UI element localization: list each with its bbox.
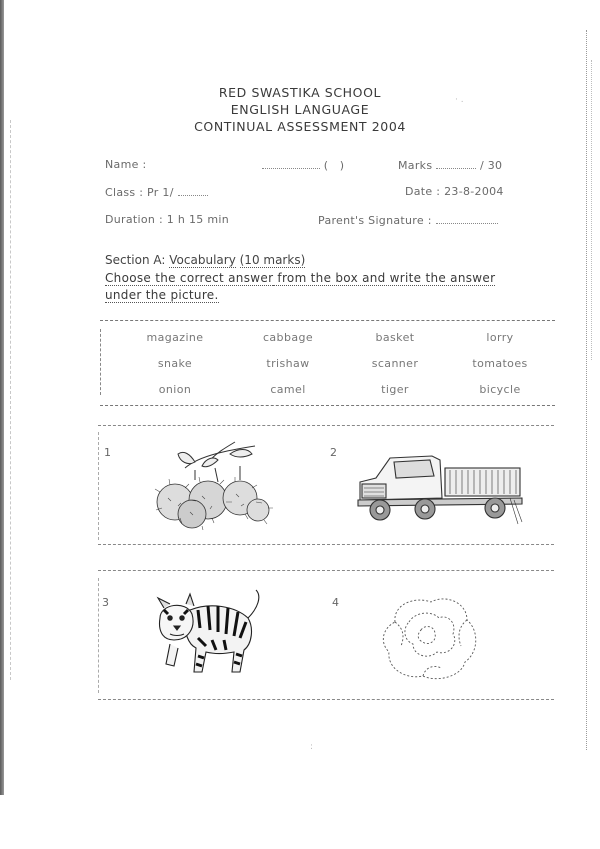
word-box-left-border xyxy=(100,329,101,395)
marks-field[interactable] xyxy=(398,158,502,172)
lorry-illustration xyxy=(350,448,525,528)
scan-speck: · . xyxy=(455,95,464,105)
cabbage-illustration xyxy=(375,592,490,684)
scan-speck: : xyxy=(310,742,314,752)
section-prefix: Section A: xyxy=(105,253,166,267)
word-item: onion xyxy=(158,383,192,396)
word-item: scanner xyxy=(371,357,419,370)
duration-label: Duration : 1 h 15 min xyxy=(105,213,229,226)
word-item: cabbage xyxy=(262,331,314,344)
picture-number: 2 xyxy=(330,446,337,459)
word-item: tomatoes xyxy=(472,357,528,370)
class-field[interactable] xyxy=(105,185,208,199)
word-item: camel xyxy=(270,383,306,396)
picture-number: 3 xyxy=(102,596,109,609)
date-label: Date : 23-8-2004 xyxy=(405,185,504,198)
picture-row-2-left-edge xyxy=(98,578,99,693)
marks-total: / 30 xyxy=(479,159,503,172)
instruction-text xyxy=(105,270,535,304)
word-item: lorry xyxy=(486,331,514,344)
section-marks: (10 marks) xyxy=(239,253,306,267)
word-item: bicycle xyxy=(479,383,521,396)
rambutan-illustration xyxy=(140,440,275,530)
subject-title: ENGLISH LANGUAGE xyxy=(230,102,370,117)
school-name: RED SWASTIKA SCHOOL xyxy=(218,85,382,100)
instruction-part-1: Choose the correct answer xyxy=(105,271,274,285)
name-field[interactable]: ( ) xyxy=(262,158,344,172)
assessment-title: CONTINUAL ASSESSMENT 2004 xyxy=(194,119,406,134)
instruction-part-2: from the box and write the answer xyxy=(273,271,496,285)
picture-number: 1 xyxy=(104,446,111,459)
tiger-illustration xyxy=(140,588,270,683)
picture-number: 4 xyxy=(332,596,339,609)
section-heading xyxy=(105,253,305,267)
signature-field[interactable] xyxy=(318,213,498,227)
signature-label: Parent's Signature : xyxy=(318,214,432,227)
word-item: trishaw xyxy=(266,357,310,370)
instruction-part-3: under the picture. xyxy=(105,288,219,302)
section-title: Vocabulary xyxy=(169,253,236,267)
word-bank-box xyxy=(100,320,555,406)
word-item: tiger xyxy=(381,383,409,396)
scan-left-dots xyxy=(10,120,12,680)
word-item: snake xyxy=(157,357,193,370)
word-item: magazine xyxy=(146,331,204,344)
class-label: Class : Pr 1/ xyxy=(105,186,174,199)
picture-row-1-left-edge xyxy=(98,432,99,540)
word-item: basket xyxy=(375,331,415,344)
marks-label: Marks xyxy=(398,159,433,172)
scan-right-edge xyxy=(586,30,588,750)
name-label: Name : xyxy=(105,158,147,171)
